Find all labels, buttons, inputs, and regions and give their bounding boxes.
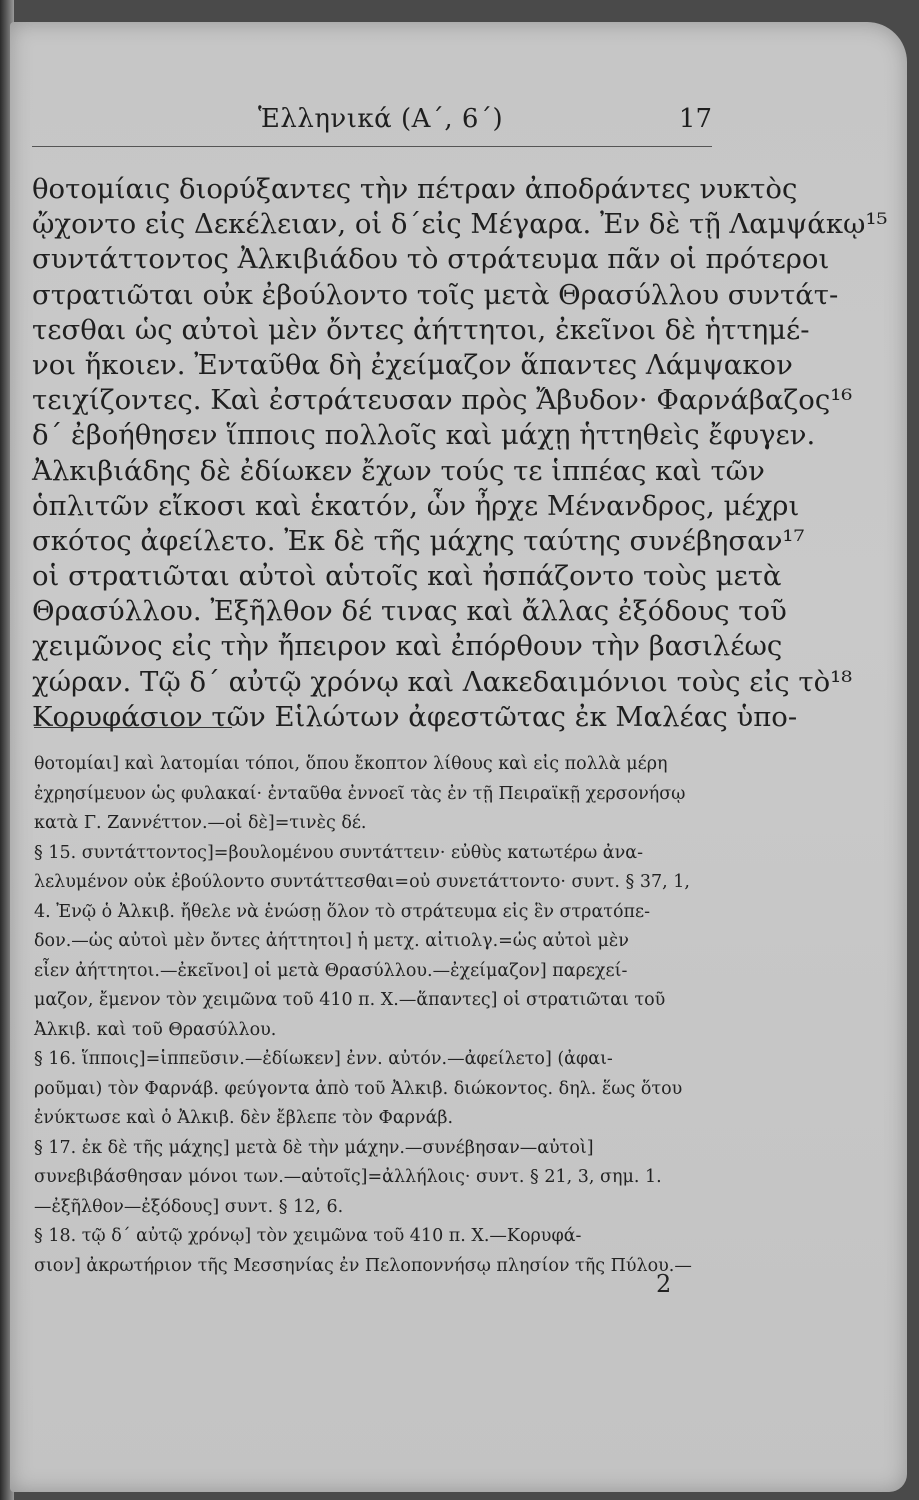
note-line: § 17. ἐκ δὲ τῆς μάχης] μετὰ δὲ τὴν μάχην.—συνέβησαν—αὐτοὶ]	[34, 1137, 594, 1158]
text-line: θοτομίαις διορύξαντες τὴν πέτραν ἀποδράντες νυκτὸς	[32, 173, 798, 205]
note-line: σιον] ἀκρωτήριον τῆς Μεσσηνίας ἐν Πελοποννήσῳ πλησίον τῆς Πύλου.—	[34, 1255, 692, 1276]
text-line: δ΄ ἐβοήθησεν ἵπποις πολλοῖς καὶ μάχῃ ἡττηθεὶς ἔφυγεν.	[32, 419, 816, 452]
signature-mark: 2	[656, 1270, 672, 1298]
note-line: θοτομίαι] καὶ λατομίαι τόποι, ὅπου ἔκοπτον λίθους καὶ εἰς πολλὰ μέρη	[34, 754, 668, 774]
note-line: § 15. συντάττοντος]=βουλομένου συντάττειν· εὐθὺς κατωτέρω ἀνα-	[34, 842, 643, 863]
note-line: ροῦμαι) τὸν Φαρνάβ. φεύγοντα ἀπὸ τοῦ Ἀλκιβ. διώκοντος. δηλ. ἕως ὅτου	[34, 1078, 683, 1099]
note-line: ἐχρησίμευον ὡς φυλακαί· ἐνταῦθα ἐννοεῖ τὰς ἐν τῇ Πειραϊκῇ χερσονήσῳ	[34, 783, 686, 804]
main-text	[32, 172, 888, 735]
running-head: Ἑλληνικά (Α΄, 6΄)	[258, 104, 504, 134]
text-line: χώραν. Τῷ δ΄ αὐτῷ χρόνῳ καὶ Λακεδαιμόνιοι τοὺς εἰς τὸ¹⁸	[32, 665, 853, 698]
text-line: νοι ἥκοιεν. Ἐνταῦθα δὴ ἐχείμαζον ἅπαντες Λάμψακον	[32, 348, 793, 381]
note-line: κατὰ Γ. Ζαννέττον.—οἱ δὲ]=τινὲς δέ.	[34, 813, 367, 833]
footnote-divider	[34, 727, 232, 728]
book-page	[10, 22, 907, 1492]
text-line: χειμῶνος εἰς τὴν ἤπειρον καὶ ἐπόρθουν τὴν βασιλέως	[32, 630, 783, 663]
text-line: συντάττοντος Ἀλκιβιάδου τὸ στράτευμα πᾶν οἱ πρότεροι	[32, 243, 830, 276]
note-line: § 16. ἵπποις]=ἱππεῦσιν.—ἐδίωκεν] ἐνν. αὐτόν.—ἀφείλετο] (ἀφαι-	[34, 1049, 613, 1069]
page-header	[32, 102, 712, 147]
text-line: στρατιῶται οὐκ ἐβούλοντο τοῖς μετὰ Θρασύλλου συντάτ-	[32, 278, 839, 311]
note-line: Ἀλκιβ. καὶ τοῦ Θρασύλλου.	[34, 1019, 277, 1040]
text-line: ὁπλιτῶν εἴκοσι καὶ ἑκατόν, ὧν ἦρχε Μένανδρος, μέχρι	[32, 489, 800, 522]
note-line: εἶεν ἀήττητοι.—ἐκεῖνοι] οἱ μετὰ Θρασύλλου.—ἐχείμαζον] παρεχεί-	[34, 960, 628, 981]
note-line: δον.—ὡς αὐτοὶ μὲν ὄντες ἀήττητοι] ἡ μετχ. αἰτιολγ.=ὡς αὐτοὶ μὲν	[34, 931, 629, 951]
text-line: τειχίζοντες. Καὶ ἐστράτευσαν πρὸς Ἄβυδον· Φαρνάβαζος¹⁶	[32, 384, 853, 417]
text-line: Θρασύλλου. Ἐξῆλθον δέ τινας καὶ ἄλλας ἐξόδους τοῦ	[32, 595, 787, 628]
note-line: § 18. τῷ δ΄ αὐτῷ χρόνῳ] τὸν χειμῶνα τοῦ 410 π. Χ.—Κορυφά-	[34, 1226, 582, 1246]
note-line: 4. Ἐνῷ ὁ Ἀλκιβ. ἤθελε νὰ ἑνώσῃ ὅλον τὸ στράτευμα εἰς ἓν στρατόπε-	[34, 901, 650, 922]
note-line: συνεβιβάσθησαν μόνοι των.—αὑτοῖς]=ἀλλήλοις· συντ. § 21, 3, σημ. 1.	[34, 1167, 662, 1187]
note-line: ἐνύκτωσε καὶ ὁ Ἀλκιβ. δὲν ἔβλεπε τὸν Φαρνάβ.	[34, 1108, 454, 1128]
text-line: ᾤχοντο εἰς Δεκέλειαν, οἱ δ΄εἰς Μέγαρα. Ἐν δὲ τῇ Λαμψάκῳ¹⁵	[32, 208, 888, 241]
footnotes	[34, 750, 720, 1281]
text-line: σκότος ἀφείλετο. Ἐκ δὲ τῆς μάχης ταύτης συνέβησαν¹⁷	[32, 524, 805, 557]
text-line: οἱ στρατιῶται αὐτοὶ αὑτοῖς καὶ ἠσπάζοντο τοὺς μετὰ	[32, 560, 782, 593]
note-line: μαζον, ἔμενον τὸν χειμῶνα τοῦ 410 π. Χ.—ἅπαντες] οἱ στρατιῶται τοῦ	[34, 990, 666, 1010]
text-line: Κορυφάσιον τῶν Εἱλώτων ἀφεστῶτας ἐκ Μαλέας ὑπο-	[32, 700, 798, 733]
text-line: Ἀλκιβιάδης δὲ ἐδίωκεν ἔχων τούς τε ἱππέας καὶ τῶν	[32, 454, 765, 487]
text-line: τεσθαι ὡς αὐτοὶ μὲν ὄντες ἀήττητοι, ἐκεῖνοι δὲ ἡττημέ-	[32, 313, 810, 346]
note-line: λελυμένον οὐκ ἐβούλοντο συντάττεσθαι=οὐ συνετάττοντο· συντ. § 37, 1,	[34, 872, 690, 892]
note-line: —ἐξῆλθον—ἐξόδους] συντ. § 12, 6.	[34, 1196, 344, 1217]
page-number: 17	[678, 104, 712, 134]
